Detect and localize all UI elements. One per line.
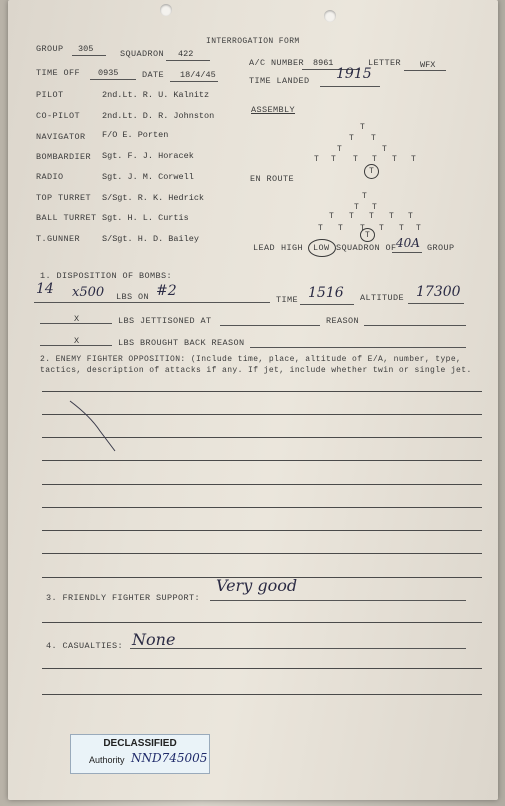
formation-marker: T (318, 224, 323, 233)
time-landed-label: TIME LANDED (249, 76, 310, 86)
section4-label: 4. CASUALTIES: (46, 641, 124, 651)
formation-marker: T (360, 123, 365, 132)
crew-role: CO-PILOT (36, 111, 81, 121)
crew-role: NAVIGATOR (36, 132, 86, 142)
altitude-label: ALTITUDE (360, 293, 405, 303)
en-route-label: EN ROUTE (250, 174, 295, 184)
crew-name: 2nd.Lt. D. R. Johnston (102, 111, 215, 121)
crew-name: F/O E. Porten (102, 130, 169, 140)
jettison-x-mark: X (74, 314, 80, 324)
formation-marker: T (353, 155, 358, 164)
bomb-count: 14 (36, 281, 54, 297)
bomb-time-label: TIME (276, 295, 299, 305)
section3-label: 3. FRIENDLY FIGHTER SUPPORT: (46, 593, 201, 603)
jettisoned-label: LBS JETTISONED AT (118, 316, 212, 326)
crew-role: PILOT (36, 90, 64, 100)
brought-back-label: LBS BROUGHT BACK REASON (118, 338, 245, 348)
formation-marker: T (360, 224, 365, 233)
form-title: INTERROGATION FORM (206, 37, 300, 46)
letter-value: WFX (420, 60, 436, 70)
formation-marker: T (331, 155, 336, 164)
formation-marker: T (337, 145, 342, 154)
formation-marker: T (372, 155, 377, 164)
formation-marker-circled: T (369, 167, 374, 176)
squadron-of-value: 40A (396, 236, 420, 250)
reason-label: REASON (326, 316, 360, 326)
formation-marker: T (338, 224, 343, 233)
crew-role: TOP TURRET (36, 193, 92, 203)
answer-line (42, 507, 482, 508)
group-label: GROUP (36, 44, 64, 54)
section2-line2: tactics, description of attacks if any. If jet, include whether twin or single jet. (40, 366, 472, 375)
formation-marker: T (349, 212, 354, 221)
squadron-of-label: SQUADRON OF (336, 243, 397, 253)
answer-line (42, 622, 482, 623)
brought-back-x-mark: X (74, 336, 80, 346)
formation-marker: T (392, 155, 397, 164)
position-circle (364, 164, 379, 179)
formation-marker: T (389, 212, 394, 221)
declassified-stamp (70, 734, 210, 774)
formation-marker: T (408, 212, 413, 221)
answer-line (42, 460, 482, 461)
formation-marker: T (382, 145, 387, 154)
formation-marker: T (371, 134, 376, 143)
squadron-value: 422 (178, 49, 194, 59)
section3-value: Very good (216, 576, 298, 595)
crew-name: S/Sgt. R. K. Hedrick (102, 193, 205, 203)
time-off-value: 0935 (98, 68, 119, 78)
formation-marker: T (379, 224, 384, 233)
section4-value: None (132, 630, 176, 649)
high-label: HIGH (281, 243, 304, 253)
lbs-on-label: LBS ON (116, 292, 150, 302)
low-label: LOW (313, 243, 330, 253)
formation-marker: T (416, 224, 421, 233)
answer-line (42, 694, 482, 695)
formation-marker: T (372, 203, 377, 212)
ac-number-value: 8961 (313, 58, 334, 68)
crew-role: BALL TURRET (36, 213, 97, 223)
crew-role: T.GUNNER (36, 234, 81, 244)
answer-line (42, 668, 482, 669)
stamp-authority-label: Authority (89, 755, 125, 765)
formation-marker: T (362, 192, 367, 201)
altitude-value: 17300 (416, 284, 461, 300)
position-circle (360, 228, 375, 242)
bomb-size: x500 (72, 285, 105, 300)
answer-line (42, 530, 482, 531)
pen-stroke (60, 396, 130, 456)
date-label: DATE (142, 70, 165, 80)
bomb-time-value: 1516 (308, 285, 344, 301)
crew-role: BOMBARDIER (36, 152, 92, 162)
punch-hole (160, 4, 172, 16)
formation-marker: T (314, 155, 319, 164)
formation-marker: T (399, 224, 404, 233)
ac-number-label: A/C NUMBER (249, 58, 305, 68)
crew-name: Sgt. J. M. Corwell (102, 172, 194, 182)
formation-marker: T (369, 212, 374, 221)
answer-line (42, 484, 482, 485)
target-value: #2 (156, 283, 177, 299)
formation-marker: T (411, 155, 416, 164)
assembly-label: ASSEMBLY (251, 105, 296, 115)
formation-marker: T (329, 212, 334, 221)
answer-line (42, 391, 482, 392)
low-circle (308, 239, 336, 257)
date-value: 18/4/45 (180, 70, 216, 80)
crew-name: S/Sgt. H. D. Bailey (102, 234, 199, 244)
answer-line (42, 553, 482, 554)
crew-role: RADIO (36, 172, 64, 182)
stamp-title: DECLASSIFIED (103, 738, 177, 749)
time-off-label: TIME OFF (36, 68, 81, 78)
squadron-label: SQUADRON (120, 49, 165, 59)
formation-marker: T (349, 134, 354, 143)
crew-name: Sgt. H. L. Curtis (102, 213, 189, 223)
lead-label: LEAD (253, 243, 276, 253)
group-label-formation: GROUP (427, 243, 455, 253)
stamp-authority-value: NND745005 (131, 751, 208, 765)
formation-marker: T (354, 203, 359, 212)
section2-line1: 2. ENEMY FIGHTER OPPOSITION: (Include time, place, altitude of E/A, number, type, (40, 355, 462, 364)
formation-marker-circled: T (365, 231, 370, 240)
punch-hole (324, 10, 336, 22)
group-value: 305 (78, 44, 94, 54)
crew-name: Sgt. F. J. Horacek (102, 151, 194, 161)
section1-title: 1. DISPOSITION OF BOMBS: (40, 271, 173, 281)
time-landed-value: 1915 (336, 66, 372, 82)
letter-label: LETTER (368, 58, 402, 68)
crew-name: 2nd.Lt. R. U. Kalnitz (102, 90, 210, 100)
